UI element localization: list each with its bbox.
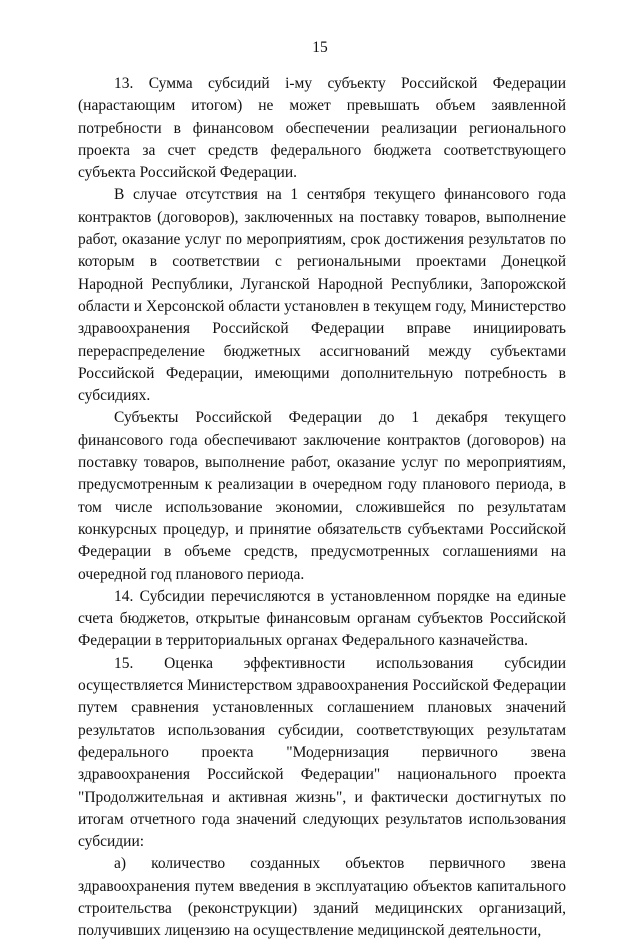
page-number: 15 [312, 39, 328, 56]
document-body [78, 73, 566, 943]
paragraph-item-14: 14. Субсидии перечисляются в установленном порядке на единые счета бюджетов, открытые финансовым органам субъектов Российской Федерации в территориальных органах Федерального казначейства. [78, 587, 566, 650]
paragraph-redistribution: В случае отсутствия на 1 сентября текущего финансового года контрактов (договоров), заключенных на поставку товаров, выполнение работ, оказание услуг по мероприятиям, срок достижения результатов по которым в соответствии с региональными проектами Донецкой Народной Республики, Луганской Народной Республики, Запорожской области и Херсонской области установлен в текущем году, Министерство здравоохранения Российской Федерации вправе инициировать перераспределение бюджетных ассигнований между субъектами Российской Федерации, имеющими дополнительную потребность в субсидиях. [78, 186, 566, 405]
paragraph-item-13: 13. Сумма субсидий i-му субъекту Российской Федерации (нарастающим итогом) не может превышать объем заявленной потребности в финансовом обеспечении реализации регионального проекта за счет средств федерального бюджета соответствующего субъекта Российской Федерации. [78, 75, 566, 182]
paragraph-subitem-a: а) количество созданных объектов первичного звена здравоохранения путем введения в эксплуатацию объектов капитального строительства (реконструкции) зданий медицинских организаций, получивших лицензию на осуществление медицинской деятельности, [78, 855, 566, 940]
paragraph-contracts-deadline: Субъекты Российской Федерации до 1 декабря текущего финансового года обеспечивают заключение контрактов (договоров) на поставку товаров, выполнение работ, оказание услуг по мероприятиям, предусмотренным к реализации в очередном году планового периода, в том числе использование экономии, сложившейся по результатам конкурсных процедур, и принятие обязательств субъектами Российской Федерации в объеме средств, предусмотренных соглашениями на очередной год планового периода. [78, 409, 566, 583]
paragraph-item-15: 15. Оценка эффективности использования субсидии осуществляется Министерством здравоохранения Российской Федерации путем сравнения установленных соглашением плановых значений результатов использования субсидии, соответствующих результатам федерального проекта "Модернизация первичного звена здравоохранения Российской Федерации" национального проекта "Продолжительная и активная жизнь", и фактически достигнутых по итогам отчетного года значений следующих результатов использования субсидии: [78, 654, 566, 851]
